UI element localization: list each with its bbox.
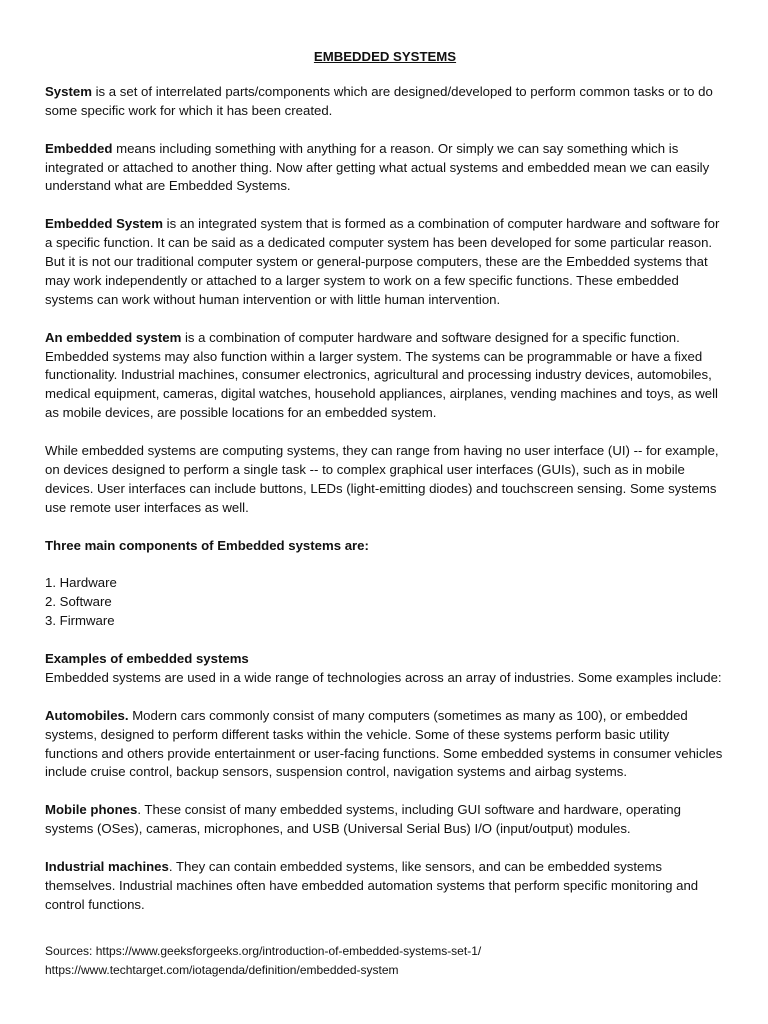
paragraph-mobile-phones bbox=[45, 801, 725, 839]
page-title: EMBEDDED SYSTEMS bbox=[313, 49, 457, 64]
examples-intro: Embedded systems are used in a wide range of technologies across an array of industries. Some examples include: bbox=[45, 669, 722, 685]
source-line-1: Sources: https://www.geeksforgeeks.org/introduction-of-embedded-systems-set-1/ bbox=[45, 944, 482, 958]
examples-heading: Examples of embedded systems bbox=[45, 650, 249, 666]
term-industrial-machines: Industrial machines bbox=[45, 858, 169, 874]
list-item: 1. Hardware bbox=[45, 575, 117, 591]
term-embedded: Embedded bbox=[45, 140, 113, 156]
term-an-embedded-system: An embedded system bbox=[45, 329, 182, 345]
paragraph-embedded bbox=[45, 140, 725, 197]
document-page bbox=[45, 48, 725, 915]
paragraph-industrial-machines bbox=[45, 858, 725, 915]
list-item: 2. Software bbox=[45, 594, 112, 610]
sources bbox=[45, 942, 725, 979]
paragraph-text: . These consist of many embedded systems, including GUI software and hardware, operating systems (OSes), cameras, microphones, and USB (Universal Serial Bus) I/O (input/output) modules. bbox=[45, 802, 681, 837]
paragraph-text: Modern cars commonly consist of many computers (sometimes as many as 100), or embedded systems, designed to perform different tasks within the vehicle. Some of these systems perform basic utility functions and others provide entertainment or user-facing functions. Some embedded systems in consumer vehicles include cruise control, backup sensors, suspension control, navigation systems and airbag systems. bbox=[45, 707, 723, 780]
components-list bbox=[45, 574, 725, 631]
paragraph-system bbox=[45, 83, 725, 121]
term-automobiles: Automobiles. bbox=[45, 707, 129, 723]
paragraph-embedded-system bbox=[45, 215, 725, 310]
paragraph-text: . They can contain embedded systems, like sensors, and can be embedded systems themselves. Industrial machines often have embedded automation systems that perform specific monitoring and control functions. bbox=[45, 858, 699, 912]
term-system: System bbox=[45, 83, 92, 99]
components-heading: Three main components of Embedded systems are: bbox=[45, 537, 369, 553]
list-item: 3. Firmware bbox=[45, 613, 115, 629]
paragraph-text: is an integrated system that is formed as a combination of computer hardware and software for a specific function. It can be said as a dedicated computer system has been developed for some particular reason. But it is not our traditional computer system or general-purpose computers, these are the Embedded systems that may work independently or attached to a larger system to work on a few specific functions. These embedded systems can work without human intervention or with little human intervention. bbox=[45, 216, 720, 307]
source-line-2: https://www.techtarget.com/iotagenda/definition/embedded-system bbox=[45, 962, 399, 977]
term-embedded-system: Embedded System bbox=[45, 216, 163, 232]
paragraph-while: While embedded systems are computing systems, they can range from having no user interface (UI) -- for example, on devices designed to perform a single task -- to complex graphical user interfaces (GUIs), such as in mobile devices. User interfaces can include buttons, LEDs (light-emitting diodes) and touchscreen sensing. Some systems use remote user interfaces as well. bbox=[45, 443, 719, 515]
paragraph-text: is a set of interrelated parts/components which are designed/developed to perform common tasks or to do some specific work for which it has been created. bbox=[45, 83, 713, 118]
term-mobile-phones: Mobile phones bbox=[45, 802, 138, 818]
paragraph-an-embedded-system bbox=[45, 329, 725, 424]
paragraph-text: is a combination of computer hardware and software designed for a specific function. Embedded systems may also function within a larger system. The systems can be programmable or have a fixed functionality. Industrial machines, consumer electronics, agricultural and processing industry devices, automobiles, medical equipment, cameras, digital watches, household appliances, airplanes, vending machines and toys, as well as mobile devices, are possible locations for an embedded system. bbox=[45, 329, 718, 421]
paragraph-text: means including something with anything for a reason. Or simply we can say something which is integrated or attached to another thing. Now after getting what actual systems and embedded mean we can easily understand what are Embedded Systems. bbox=[45, 140, 710, 194]
paragraph-automobiles bbox=[45, 707, 725, 783]
